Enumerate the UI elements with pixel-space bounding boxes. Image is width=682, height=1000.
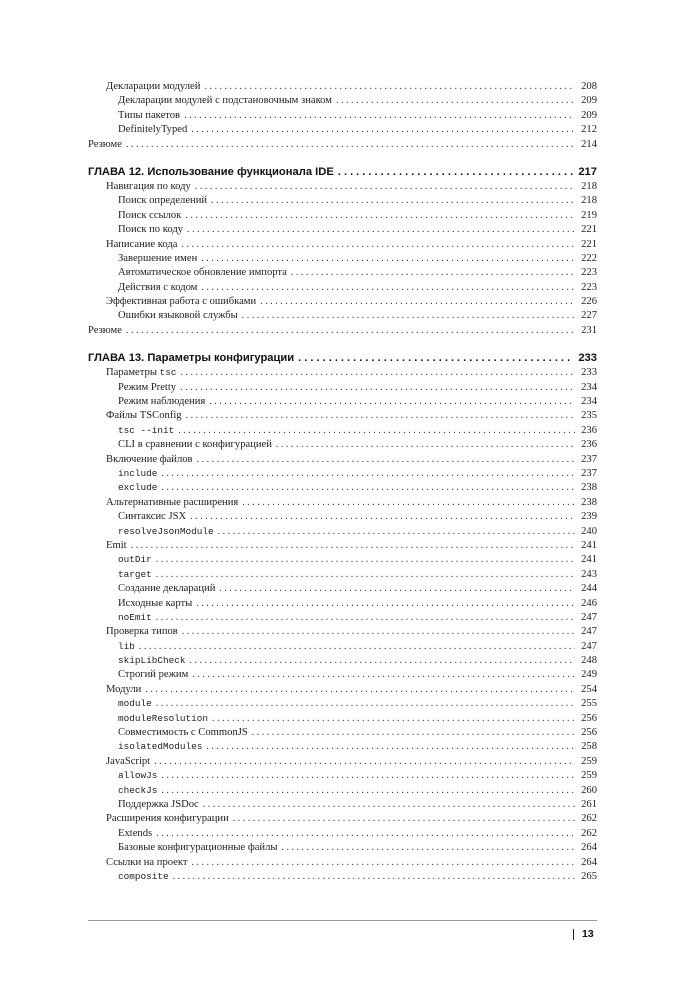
- toc-entry[interactable]: [88, 123, 597, 137]
- toc-entry[interactable]: [88, 712, 597, 726]
- toc-entry-title: composite: [118, 870, 169, 882]
- toc-entry[interactable]: [88, 611, 597, 625]
- leader-dots: [203, 798, 575, 812]
- leader-dots: [233, 812, 575, 826]
- leader-dots: [161, 467, 575, 481]
- toc-entry-page: 264: [581, 842, 597, 854]
- toc-entry[interactable]: [88, 812, 597, 826]
- toc-entry[interactable]: [88, 209, 597, 223]
- leader-dots: [190, 510, 575, 524]
- toc-entry-page: 243: [581, 568, 597, 580]
- toc-entry-title: Завершение имен: [118, 252, 198, 264]
- toc-entry-title: module: [118, 698, 152, 710]
- toc-entry-title: Ссылки на проект: [106, 856, 188, 868]
- chapter-13-title: ГЛАВА 13. Параметры конфигурации: [88, 352, 295, 365]
- leader-dots: [196, 597, 575, 611]
- toc-entry-page: 261: [581, 798, 597, 810]
- leader-dots: [161, 784, 575, 798]
- toc-entry-title: Создание деклараций: [118, 583, 216, 595]
- leader-dots: [219, 582, 575, 596]
- toc-entry[interactable]: [88, 510, 597, 524]
- toc-entry-page: 262: [581, 827, 597, 839]
- toc-entry-page: 246: [581, 597, 597, 609]
- leader-dots: [242, 309, 575, 323]
- leader-dots: [242, 496, 575, 510]
- leader-dots: [192, 668, 575, 682]
- toc-entry-page: 219: [581, 209, 597, 221]
- toc-entry-page: 223: [581, 281, 597, 293]
- toc-entry-title: Базовые конфигурационные файлы: [118, 842, 278, 854]
- toc-entry-title: Emit: [106, 539, 127, 551]
- toc-entry-page: 237: [581, 467, 597, 479]
- toc-entry-title: Модули: [106, 683, 142, 695]
- toc-entry[interactable]: [88, 553, 597, 567]
- toc-entry[interactable]: [88, 870, 597, 884]
- toc-entry[interactable]: [88, 281, 597, 295]
- toc-entry-title: Ошибки языковой службы: [118, 310, 238, 322]
- leader-dots: [276, 438, 575, 452]
- chapter-13-page: 233: [578, 352, 597, 365]
- toc-entry[interactable]: [88, 109, 597, 123]
- toc-entry-page: 259: [581, 770, 597, 782]
- toc-entry-page: 247: [581, 626, 597, 638]
- toc-entry[interactable]: [88, 625, 597, 639]
- toc-entry-page: 238: [581, 482, 597, 494]
- toc-entry-title: Декларации модулей с подстановочным знаком: [118, 95, 332, 107]
- toc-entry[interactable]: [88, 324, 597, 338]
- leader-dots: [186, 409, 575, 423]
- leader-dots: [156, 611, 575, 625]
- toc-entry-page: 231: [581, 324, 597, 336]
- toc-entry-title: skipLibCheck: [118, 655, 186, 667]
- leader-dots: [131, 539, 575, 553]
- leader-dots: [182, 625, 575, 639]
- toc-entry-title: Поиск определений: [118, 195, 208, 207]
- leader-dots: [190, 654, 575, 668]
- toc-entry-page: 234: [581, 396, 597, 408]
- toc-entry-title: resolveJsonModule: [118, 525, 214, 537]
- page-footer: [573, 928, 594, 940]
- toc-entry[interactable]: [88, 568, 597, 582]
- toc-entry-title: Альтернативные расширения: [106, 496, 239, 508]
- toc-entry-page: 214: [581, 138, 597, 150]
- leader-dots: [156, 827, 575, 841]
- toc-entry-title: Типы пакетов: [118, 109, 181, 121]
- toc-entry[interactable]: [88, 683, 597, 697]
- leader-dots: [161, 769, 575, 783]
- leader-dots: [156, 553, 575, 567]
- toc-entry-title: Синтаксис JSX: [118, 511, 187, 523]
- toc-entry[interactable]: [88, 827, 597, 841]
- leader-dots: [145, 683, 575, 697]
- toc-entry[interactable]: [88, 467, 597, 481]
- toc-entry-page: 260: [581, 784, 597, 796]
- toc-entry-title: moduleResolution: [118, 712, 209, 724]
- toc-entry-page: 247: [581, 611, 597, 623]
- toc-entry-title: Резюме: [88, 324, 122, 336]
- toc-entry[interactable]: [88, 539, 597, 553]
- toc-entry-title: exclude: [118, 482, 158, 494]
- leader-dots: [195, 180, 575, 194]
- toc-entry-page: 221: [581, 238, 597, 250]
- toc-entry-title: outDir: [118, 554, 152, 566]
- leader-dots: [185, 209, 575, 223]
- toc-entry-page: 212: [581, 124, 597, 136]
- toc-entry-title: noEmit: [118, 611, 152, 623]
- chapter-12-title: ГЛАВА 12. Использование функционала IDE: [88, 165, 334, 178]
- toc-entry-title: target: [118, 568, 152, 580]
- toc-entry-page: 244: [581, 583, 597, 595]
- toc-entry-page: 264: [581, 856, 597, 868]
- toc-entry[interactable]: [88, 481, 597, 495]
- toc-entry-title: Навигация по коду: [106, 180, 191, 192]
- toc-entry[interactable]: [88, 381, 597, 395]
- leader-dots: [211, 194, 575, 208]
- leader-dots: [181, 238, 575, 252]
- toc-entry[interactable]: [88, 252, 597, 266]
- toc-entry-page: 223: [581, 267, 597, 279]
- toc-entry[interactable]: [88, 525, 597, 539]
- toc-entry-page: 209: [581, 95, 597, 107]
- leader-dots: [180, 381, 575, 395]
- toc-entry[interactable]: [88, 94, 597, 108]
- toc-entry-page: 237: [581, 453, 597, 465]
- leader-dots: [192, 856, 575, 870]
- toc-entry-code-text: tsc: [159, 367, 177, 379]
- footer-divider: [88, 920, 597, 921]
- toc-entry[interactable]: [88, 740, 597, 754]
- page-number-bar: [573, 929, 574, 940]
- leader-dots: [201, 281, 575, 295]
- leader-dots: [212, 712, 575, 726]
- leader-dots: [184, 109, 575, 123]
- toc-entry[interactable]: [88, 856, 597, 870]
- toc-entry-page: 233: [581, 367, 597, 379]
- toc-entry[interactable]: [88, 138, 597, 152]
- toc-entry-title-text: Параметры: [106, 367, 160, 379]
- toc-entry-page: 241: [581, 539, 597, 551]
- toc-entry[interactable]: [88, 424, 597, 438]
- toc-entry-page: 241: [581, 554, 597, 566]
- toc-entry[interactable]: [88, 223, 597, 237]
- leader-dots: [187, 223, 575, 237]
- leader-dots: [197, 453, 575, 467]
- toc-entry[interactable]: [88, 80, 597, 94]
- leader-dots: [191, 123, 575, 137]
- toc-entry-title: Поддержка JSDoc: [118, 798, 199, 810]
- leader-dots: [298, 350, 574, 366]
- toc-entry[interactable]: [88, 366, 597, 380]
- toc-entry-title: Режим наблюдения: [118, 396, 206, 408]
- leader-dots: [173, 870, 575, 884]
- toc-entry-title: Проверка типов: [106, 626, 178, 638]
- toc-entry-page: 240: [581, 525, 597, 537]
- toc-entry-page: 258: [581, 741, 597, 753]
- toc-entry-title: [106, 366, 176, 380]
- leader-dots: [282, 841, 575, 855]
- toc-entry[interactable]: [88, 295, 597, 309]
- toc-entry-title: tsc --init: [118, 424, 175, 436]
- leader-dots: [291, 266, 575, 280]
- toc-entry-page: 256: [581, 712, 597, 724]
- leader-dots: [178, 424, 575, 438]
- toc-entry-page: 208: [581, 81, 597, 92]
- toc-entry[interactable]: [88, 769, 597, 783]
- page-number: 13: [582, 928, 594, 940]
- toc-entry[interactable]: [88, 453, 597, 467]
- toc-entry-page: 254: [581, 683, 597, 695]
- leader-dots: [204, 80, 575, 94]
- toc-entry-title: Строгий режим: [118, 669, 189, 681]
- toc-entry-page: 234: [581, 381, 597, 393]
- leader-dots: [338, 164, 574, 180]
- toc-entry[interactable]: [88, 697, 597, 711]
- leader-dots: [126, 324, 575, 338]
- leader-dots: [139, 640, 575, 654]
- leader-dots: [206, 740, 575, 754]
- toc-entry-title: Поиск ссылок: [118, 209, 182, 221]
- leader-dots: [161, 481, 575, 495]
- leader-dots: [154, 755, 575, 769]
- toc-entry-page: 248: [581, 655, 597, 667]
- toc-section-chapter-11-tail: [88, 80, 597, 152]
- toc-entry-page: 259: [581, 755, 597, 767]
- toc-entry-title: lib: [118, 640, 135, 652]
- leader-dots: [336, 94, 575, 108]
- toc-entry-title: CLI в сравнении с конфигурацией: [118, 439, 272, 451]
- toc-entry-page: 262: [581, 813, 597, 825]
- toc-entry-page: 222: [581, 252, 597, 264]
- toc-entry-page: 239: [581, 511, 597, 523]
- toc-entry[interactable]: [88, 582, 597, 596]
- toc-entry-page: 227: [581, 310, 597, 322]
- toc-entry-title: checkJs: [118, 784, 158, 796]
- toc-entry-title: isolatedModules: [118, 741, 203, 753]
- toc-entry-title: Расширения конфигурации: [106, 813, 229, 825]
- toc-entry[interactable]: [88, 755, 597, 769]
- leader-dots: [260, 295, 575, 309]
- toc-entry-title: Действия с кодом: [118, 281, 198, 293]
- toc-entry[interactable]: [88, 784, 597, 798]
- toc-entry[interactable]: [88, 438, 597, 452]
- toc-entry-title: Режим Pretty: [118, 381, 177, 393]
- toc-entry-page: 235: [581, 410, 597, 422]
- toc-entry-title: Резюме: [88, 138, 122, 150]
- toc-entry-page: 236: [581, 424, 597, 436]
- toc-entry-title: Эффективная работа с ошибками: [106, 296, 257, 308]
- toc-entry-page: 238: [581, 496, 597, 508]
- toc-entry-title: include: [118, 467, 158, 479]
- toc-entry[interactable]: [88, 496, 597, 510]
- toc-entry[interactable]: [88, 597, 597, 611]
- toc-section-chapter-12: [88, 180, 597, 338]
- leader-dots: [156, 568, 575, 582]
- toc-entry-page: 265: [581, 870, 597, 882]
- toc-entry-title: DefinitelyTyped: [118, 124, 188, 136]
- toc-entry[interactable]: [88, 409, 597, 423]
- toc-entry-title: Совместимость с CommonJS: [118, 727, 248, 739]
- toc-entry[interactable]: [88, 238, 597, 252]
- leader-dots: [180, 366, 575, 380]
- toc-entry-title: Исходные карты: [118, 597, 193, 609]
- chapter-13-heading[interactable]: [88, 350, 597, 366]
- leader-dots: [252, 726, 575, 740]
- leader-dots: [201, 252, 575, 266]
- toc-entry-page: 249: [581, 669, 597, 681]
- toc-entry-page: 236: [581, 439, 597, 451]
- leader-dots: [218, 525, 575, 539]
- toc-entry-title: Extends: [118, 827, 153, 839]
- toc-entry-title: Включение файлов: [106, 453, 193, 465]
- toc-section-chapter-13: [88, 366, 597, 884]
- chapter-12-page: 217: [578, 165, 597, 178]
- toc-entry-title: Автоматическое обновление импорта: [118, 267, 287, 279]
- toc-entry-page: 255: [581, 698, 597, 710]
- toc-entry[interactable]: [88, 798, 597, 812]
- toc-entry[interactable]: [88, 668, 597, 682]
- toc-entry[interactable]: [88, 194, 597, 208]
- toc-entry[interactable]: [88, 266, 597, 280]
- chapter-12-heading[interactable]: [88, 164, 597, 180]
- toc-entry-page: 218: [581, 195, 597, 207]
- leader-dots: [156, 697, 575, 711]
- toc-entry[interactable]: [88, 395, 597, 409]
- toc-entry-title: Файлы TSConfig: [106, 410, 182, 422]
- toc-entry[interactable]: [88, 309, 597, 323]
- toc-entry-page: 226: [581, 296, 597, 308]
- toc-entry-title: allowJs: [118, 770, 158, 782]
- toc-entry[interactable]: [88, 841, 597, 855]
- leader-dots: [126, 138, 575, 152]
- toc-entry-title: Написание кода: [106, 238, 178, 250]
- toc-entry[interactable]: [88, 654, 597, 668]
- toc-entry-page: 256: [581, 727, 597, 739]
- toc-entry-title: JavaScript: [106, 755, 151, 767]
- toc-entry-page: 221: [581, 224, 597, 236]
- leader-dots: [209, 395, 575, 409]
- toc-entry-title: Декларации модулей: [106, 81, 201, 92]
- toc-entry-title: Поиск по коду: [118, 224, 184, 236]
- toc-entry[interactable]: [88, 180, 597, 194]
- table-of-contents: [88, 80, 597, 884]
- toc-entry[interactable]: [88, 726, 597, 740]
- toc-entry-page: 209: [581, 109, 597, 121]
- toc-entry[interactable]: [88, 640, 597, 654]
- toc-entry-page: 218: [581, 180, 597, 192]
- toc-entry-page: 247: [581, 640, 597, 652]
